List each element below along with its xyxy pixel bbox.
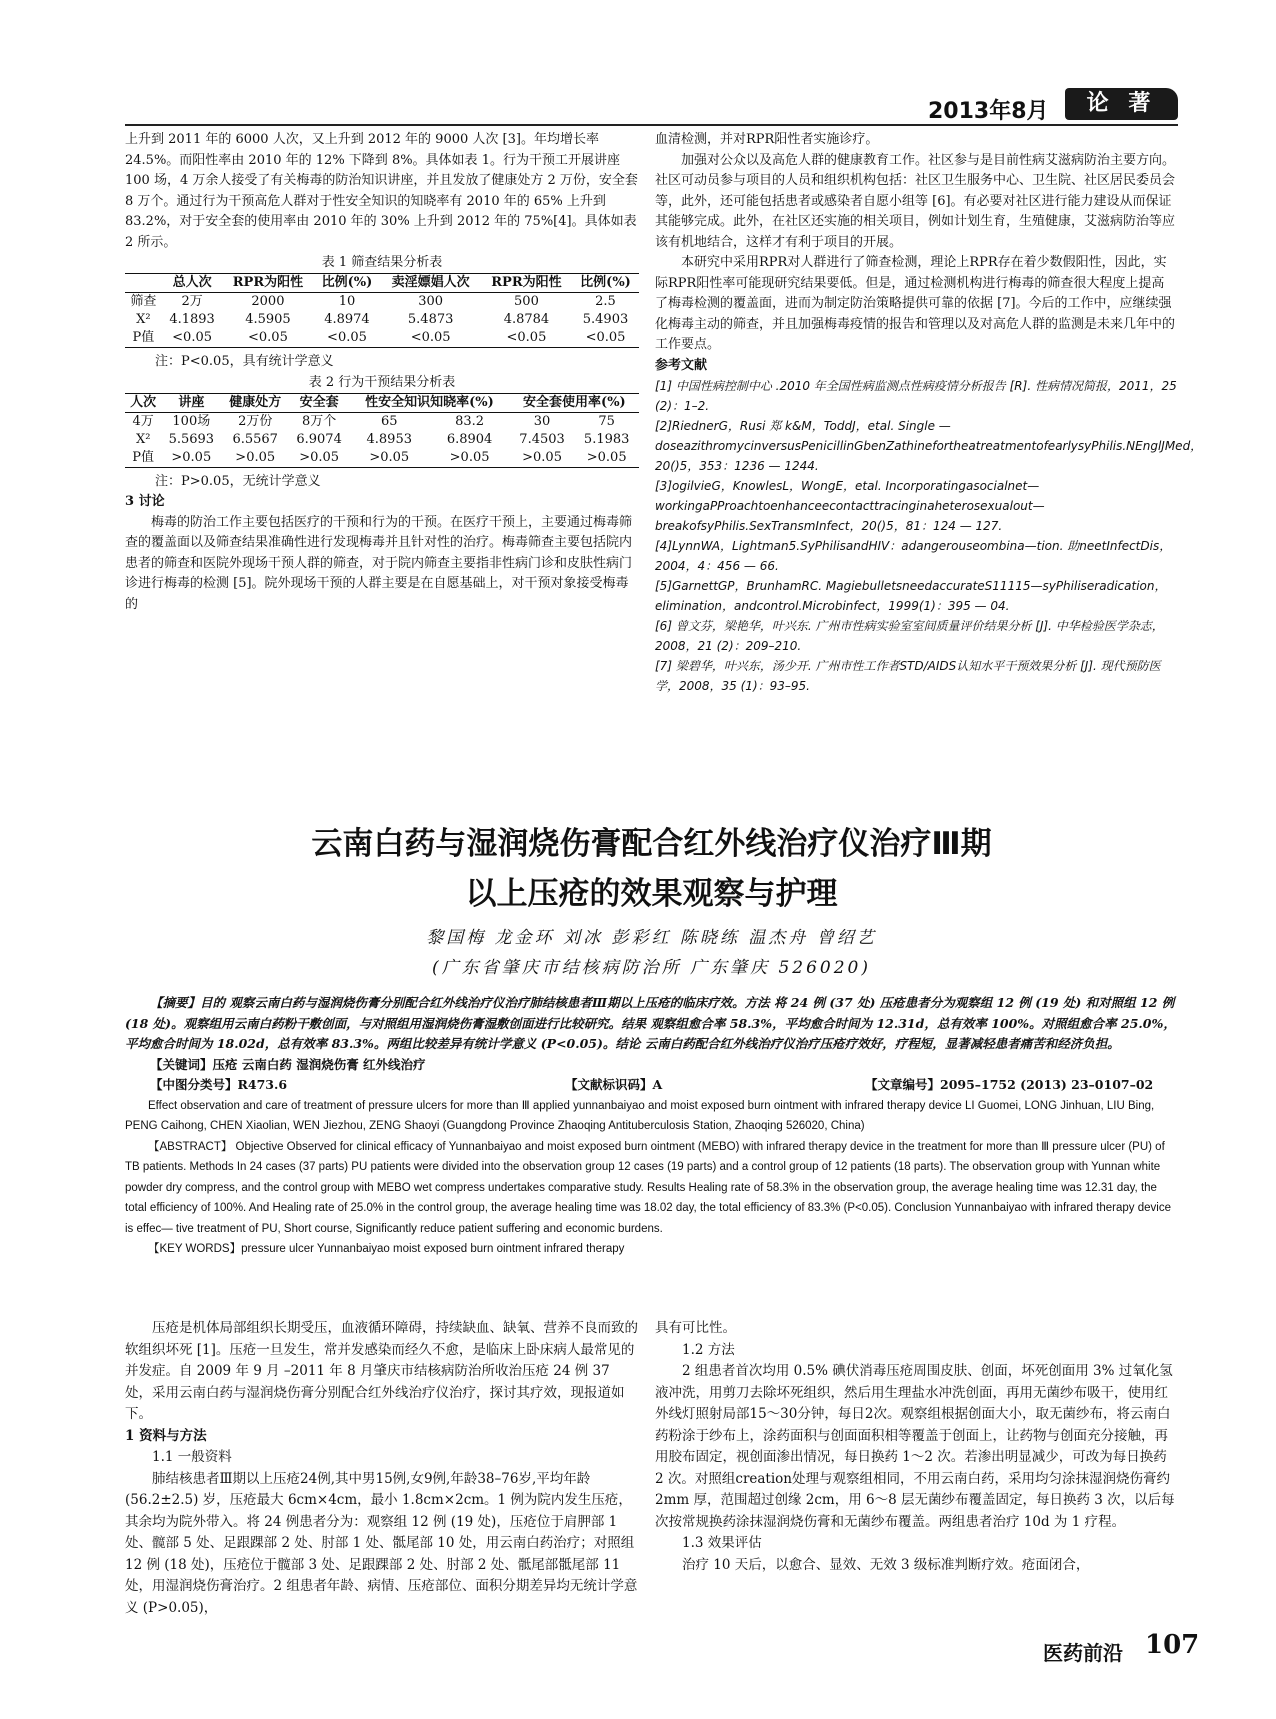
table-header-cell: 健康处方	[229, 394, 282, 410]
subsection-heading: 1.3 效果评估	[682, 1535, 762, 1551]
reference-list	[655, 376, 1203, 696]
table-cell: X²	[136, 312, 151, 327]
document-code: 【文献标识码】A	[565, 1077, 663, 1092]
table-header-cell: 讲座	[178, 394, 205, 410]
body-right-column	[655, 1318, 1177, 1576]
table-header-cell: 总人次	[172, 275, 212, 290]
section-tag: 论 著	[1065, 88, 1178, 120]
table-cell: 4.5905	[245, 312, 291, 327]
keywords-cn: 【关键词】压疮 云南白药 湿润烧伤膏 红外线治疗	[150, 1056, 426, 1072]
table-cell: X²	[135, 431, 151, 447]
subsection-heading: 1.2 方法	[682, 1341, 735, 1358]
paragraph: 治疗 10 天后，以愈合、显效、无效 3 级标准判断疗效。疮面闭合，	[682, 1556, 1090, 1573]
table-cell: 6.8904	[446, 431, 493, 447]
table-cell: 6.5567	[232, 431, 278, 447]
table-cell: P值	[132, 449, 155, 465]
keywords-en: 【KEY WORDS】pressure ulcer Yunnanbaiyao moist exposed burn ointment infrared therapy	[148, 1243, 625, 1255]
table-header-cell: 比例(%)	[580, 275, 631, 290]
table-cell: <0.05	[410, 330, 451, 345]
affiliation: (广东省肇庆市结核病防治所 广东肇庆 526020)	[432, 958, 871, 978]
reference-item: [1] 中国性病控制中心 .2010 年全国性病监测点性病疫情分析报告 [R]. 性病情况简报，2011，25 (2)：1–2.	[655, 379, 1177, 413]
table-cell: <0.05	[506, 330, 547, 345]
table1	[125, 273, 639, 348]
table-header-cell: 安全套使用率(%)	[523, 394, 626, 410]
table-cell: 4.8974	[324, 312, 370, 327]
table-header-cell: RPR为阳性	[232, 275, 304, 290]
table-cell: 2.5	[595, 294, 616, 309]
journal-name: 医药前沿	[1043, 1641, 1123, 1665]
table2	[125, 393, 639, 468]
table-cell: >0.05	[522, 449, 562, 465]
table-row	[125, 431, 639, 449]
table-header	[125, 393, 639, 412]
reference-item: [5]GarnettGP，BrunhamRC. MagiebulletsneedaccurateS11115—syPhiliseradication，elimination，andcontrol.Microbinfect，1999(1)：395 — 04.	[655, 579, 1167, 613]
abstract-block	[125, 993, 1178, 1260]
table2-caption: 表 2 行为干预结果分析表	[308, 374, 456, 390]
table-cell: P值	[132, 330, 155, 345]
table-cell: 30	[533, 413, 551, 429]
paragraph: 梅毒的防治工作主要包括医疗的干预和行为的干预。在医疗干预上，主要通过梅毒筛查的覆盖面以及筛查结果准确性进行发现梅毒并且针对性的治疗。梅毒筛查主要包括院内患者的筛查和医院外现场干预人群的筛查，对于院内筛查主要指非性病门诊和皮肤性病门诊进行梅毒的检测 [5]。院外现场干预的人群主要是在自愿基础上，对干预对象接受梅毒的	[125, 514, 633, 612]
left-top-column	[125, 130, 639, 615]
table-cell: 65	[380, 413, 398, 429]
subsection-heading: 1.1 一般资料	[152, 1449, 232, 1465]
issue-date: 2013年8月	[928, 99, 1049, 124]
table-cell: 75	[598, 413, 615, 429]
table-header	[125, 274, 639, 293]
table-cell: <0.05	[327, 330, 367, 345]
table-cell: <0.05	[248, 330, 288, 345]
paragraph: 血清检测，并对RPR阳性者实施诊疗。	[655, 132, 879, 147]
reference-item: [2]RiednerG，Rusi 郑 k&M，ToddJ，etal. Single — doseazithromycinversusPenicillinGbenZathinefortheatreatmentofearlysyPhilis.NEnglJMed，20()5，353：1236 — 1244.	[655, 419, 1203, 473]
table-cell: 5.1983	[583, 431, 630, 447]
header-rule	[125, 124, 1178, 126]
table-cell: 5.5693	[168, 431, 215, 447]
table-cell: 4.1893	[169, 312, 215, 327]
paragraph: 加强对公众以及高危人群的健康教育工作。社区参与是目前性病艾滋病防治主要方向。社区可动员参与项目的人员和组织机构包括：社区卫生服务中心、卫生院、社区居民委员会等，此外，还可能包括患者或感染者自愿小组等 [6]。有必要对社区进行能力建设从而保证其能够完成。此外，在社区还实施的相关项目，例如计划生育，生殖健康，艾滋病防治等应该有机地结合，这样才有利于项目的开展。	[655, 152, 1176, 250]
table1-caption: 表 1 筛查结果分析表	[321, 255, 443, 270]
table-cell: 300	[418, 294, 444, 309]
table-cell: 2万份	[238, 413, 273, 429]
table-cell: 筛查	[130, 294, 157, 309]
paragraph: 本研究中采用RPR对人群进行了筛查检测，理论上RPR存在着少数假阳性，因此，实际RPR阳性率可能现研究结果要低。但是，通过检测机构进行梅毒的筛查很大程度上提高了梅毒检测的覆盖面，进而为制定防治策略提供可靠的依据 [7]。今后的工作中，应继续强化梅毒主动的筛查，并且加强梅毒疫情的报告和管理以及对高危人群的监测是未来几年中的工作要点。	[655, 255, 1176, 352]
table-cell: <0.05	[585, 330, 626, 345]
reference-item: [4]LynnWA，Lightman5.SyPhilisandHIV：adangerouseombina—tion. 助neetInfectDis，2004，4：456 — 66.	[655, 539, 1172, 573]
table-cell: <0.05	[172, 330, 212, 345]
table-cell: 100场	[172, 413, 211, 429]
title-en: Effect observation and care of treatment of pressure ulcers for more than Ⅲ applied yunnanbaiyao and moist exposed burn ointment with infrared therapy device LI Guomei, LONG Jinhuan, LIU Bing, PENG Caihong, CHEN Xiaolian, WEN Jiezhou, ZENG Shaoyi (Guangdong Province Zhaoqing Antituberculosis Station, Zhaoqing 526020, China)	[125, 1099, 1155, 1132]
table-cell: 6.9074	[296, 431, 342, 447]
article-title-line2: 以上压疮的效果观察与护理	[465, 876, 838, 912]
table-cell: >0.05	[449, 449, 490, 465]
table-header-cell: 安全套	[299, 394, 339, 410]
table-row	[125, 293, 639, 312]
reference-item: [6] 曾文芬，梁艳华，叶兴东. 广州市性病实验室室间质量评价结果分析 [J]. 中华检验医学杂志，2008，21 (2)：209–210.	[655, 619, 1164, 653]
table-cell: 83.2	[455, 413, 485, 429]
table2-note: 注：P>0.05，无统计学意义	[155, 473, 321, 489]
table-header-cell	[125, 274, 162, 293]
page-number: 107	[1145, 1630, 1200, 1660]
section-heading: 3 讨论	[125, 494, 165, 509]
table-header-cell: 卖淫嫖娼人次	[391, 275, 470, 290]
table-header-cell: RPR为阳性	[491, 275, 562, 290]
table-cell: 4.8784	[503, 312, 550, 327]
right-top-column	[655, 130, 1203, 696]
table-header-cell: 比例(%)	[321, 275, 373, 290]
table-cell: >0.05	[171, 449, 212, 465]
table-cell: 4万	[132, 413, 154, 429]
table-cell: 5.4873	[407, 312, 454, 327]
clc-number: 【中图分类号】R473.6	[150, 1077, 288, 1092]
paragraph: 2 组患者首次均用 0.5% 碘伏消毒压疮周围皮肤、创面，坏死创面用 3% 过氧化氢液冲洗，用剪刀去除坏死组织，然后用生理盐水冲洗创面，再用无菌纱布吸干，使用红外线灯照射局部15～30分钟，每日2次。观察组根据创面大小，取无菌纱布，将云南白药粉涂于纱布上，涂药面积与创面面积相等覆盖于创面上，让药物与创面充分接触，再用胶布固定，视创面渗出情况，每日换药 1～2 次。若渗出明显减少，可改为每日换药 2 次。对照组creation处理与观察组相同，不用云南白药，采用均匀涂抹湿润烧伤膏约 2mm 厚，范围超过创缘 2cm，用 6～8 层无菌纱布覆盖固定，每日换药 3 次，以后每次按常规换药涂抹湿润烧伤膏和无菌纱布覆盖。两组患者治疗 10d 为 1 疗程。	[655, 1363, 1175, 1530]
table-cell: 10	[338, 294, 356, 309]
body-left-column	[125, 1318, 639, 1619]
table-cell: >0.05	[299, 449, 340, 465]
article-title-line1: 云南白药与湿润烧伤膏配合红外线治疗仪治疗Ⅲ期	[311, 826, 992, 862]
abstract-cn: 【摘要】目的 观察云南白药与湿润烧伤膏分别配合红外线治疗仪治疗肺结核患者Ⅲ期以上压疮的临床疗效。方法 将 24 例 (37 处) 压疮患者分为观察组 12 例 (19 处) 和对照组 12 例 (18 处)。观察组用云南白药粉干敷创面，与对照组用湿润烧伤膏湿敷创面进行比较研究。结果 观察组愈合率 58.3%，平均愈合时间为 12.31d，总有效率 100%。对照组愈合率 25.0%，平均愈合时间为 18.02d，总有效率 83.3%。两组比较差异有统计学意义 (P<0.05)。结论 云南白药配合红外线治疗仪治疗压疮疗效好，疗程短，显著减轻患者痛苦和经济负担。	[125, 995, 1176, 1051]
paragraph: 上升到 2011 年的 6000 人次，又上升到 2012 年的 9000 人次 [3]。年均增长率 24.5%。而阳性率由 2010 年的 12% 下降到 8%。具体如表 1。行为干预工开展讲座 100 场，4 万余人接受了有关梅毒的防治知识讲座，并且发放了健康处方 2 万份，安全套 8 万个。通过行为干预高危人群对于性安全知识的知晓率有 2010 年的 65% 上升到 83.2%，对于安全套的使用率由 2010 年的 30% 上升到 2012 年的 75%[4]。具体如表 2 所示。	[125, 132, 638, 250]
table-cell: 5.4903	[582, 312, 629, 327]
table-row	[125, 412, 639, 431]
paragraph: 压疮是机体局部组织长期受压，血液循环障碍，持续缺血、缺氧、营养不良而致的软组织坏死 [1]。压疮一旦发生，常并发感染而经久不愈，是临床上卧床病人最常见的并发症。自 2009 年 9 月 –2011 年 8 月肇庆市结核病防治所收治压疮 24 例 37 处，采用云南白药与湿润烧伤膏分别配合红外线治疗仪治疗，探讨其疗效，现报道如下。	[125, 1320, 638, 1422]
classification-row	[125, 1075, 1178, 1096]
abstract-en: 【ABSTRACT】 Objective Observed for clinical efficacy of Yunnanbaiyao and moist exposed burn ointment (MEBO) with infrared therapy device in the treatment for more than Ⅲ pressure ulcer (PU) of TB patients. Methods In 24 cases (37 parts) PU patients were divided into the observation group 12 cases (19 parts) and a control group of 12 patients (18 parts). The observation group with Yunnan white powder dry compress, and the control group with MEBO wet compress undertakes comparative study. Results Healing rate of 58.3% in the observation group, the average healing time was 12.31 day, the total efficiency of 100%. And Healing rate of 25.0% in the control group, the average healing time was 18.02 day, the total efficiency of 83.3% (P<0.05). Conclusion Yunnanbaiyao with infrared therapy device is effec— tive treatment of PU, Short course, Significantly reduce patient suffering and economic burdens.	[125, 1140, 1171, 1235]
table-cell: >0.05	[586, 449, 627, 465]
table-row	[125, 449, 639, 468]
table-cell: >0.05	[235, 449, 276, 465]
paragraph: 具有可比性。	[655, 1320, 736, 1336]
table-cell: 2000	[251, 294, 285, 309]
table-cell: 2万	[181, 294, 203, 309]
table-cell: >0.05	[369, 449, 410, 465]
reference-item: [3]ogilvieG，KnowlesL，WongE，etal. Incorporatingasocialnet—workingaPProachtoenhanceecontacttracinginaheterosexualout—breakofsyPhilis.SexTransmInfect，20()5，81：124 — 127.	[655, 479, 1045, 533]
paragraph: 肺结核患者Ⅲ期以上压疮24例,其中男15例,女9例,年龄38–76岁,平均年龄 (56.2±2.5) 岁，压疮最大 6cm×4cm，最小 1.8cm×2cm。1 例为院内发生压疮，其余均为院外带入。将 24 例患者分为：观察组 12 例 (19 处)，压疮位于肩胛部 1 处、髋部 5 处、足跟踝部 2 处、肘部 1 处、骶尾部 10 处，用云南白药治疗；对照组 12 例 (18 处)，压疮位于髋部 3 处、足跟踝部 2 处、肘部 2 处、骶尾部骶尾部 11 处，用湿润烧伤膏治疗。2 组患者年龄、病情、压疮部位、面积分期差异均无统计学意义 (P>0.05)，	[125, 1470, 638, 1616]
author-list: 黎国梅 龙金环 刘冰 彭彩红 陈晓练 温杰舟 曾绍艺	[426, 928, 877, 948]
references-heading: 参考文献	[655, 357, 708, 373]
table-header-cell: 性安全知识知晓率(%)	[365, 394, 494, 410]
reference-item: [7] 梁碧华，叶兴东，汤少开. 广州市性工作者STD/AIDS认知水平干预效果分析 [J]. 现代预防医学，2008，35 (1)：93–95.	[655, 659, 1161, 693]
table-cell: 500	[514, 294, 539, 309]
table-cell: 8万个	[301, 413, 337, 429]
table-row	[125, 329, 639, 348]
table-cell: 7.4503	[519, 431, 565, 447]
section-heading: 1 资料与方法	[125, 1427, 207, 1444]
table-cell: 4.8953	[366, 431, 412, 447]
article-number: 【文章编号】2095–1752 (2013) 23–0107–02	[865, 1077, 1154, 1092]
table-row	[125, 311, 639, 329]
table-header-cell: 人次	[130, 394, 157, 410]
table1-note: 注：P<0.05，具有统计学意义	[155, 354, 334, 369]
